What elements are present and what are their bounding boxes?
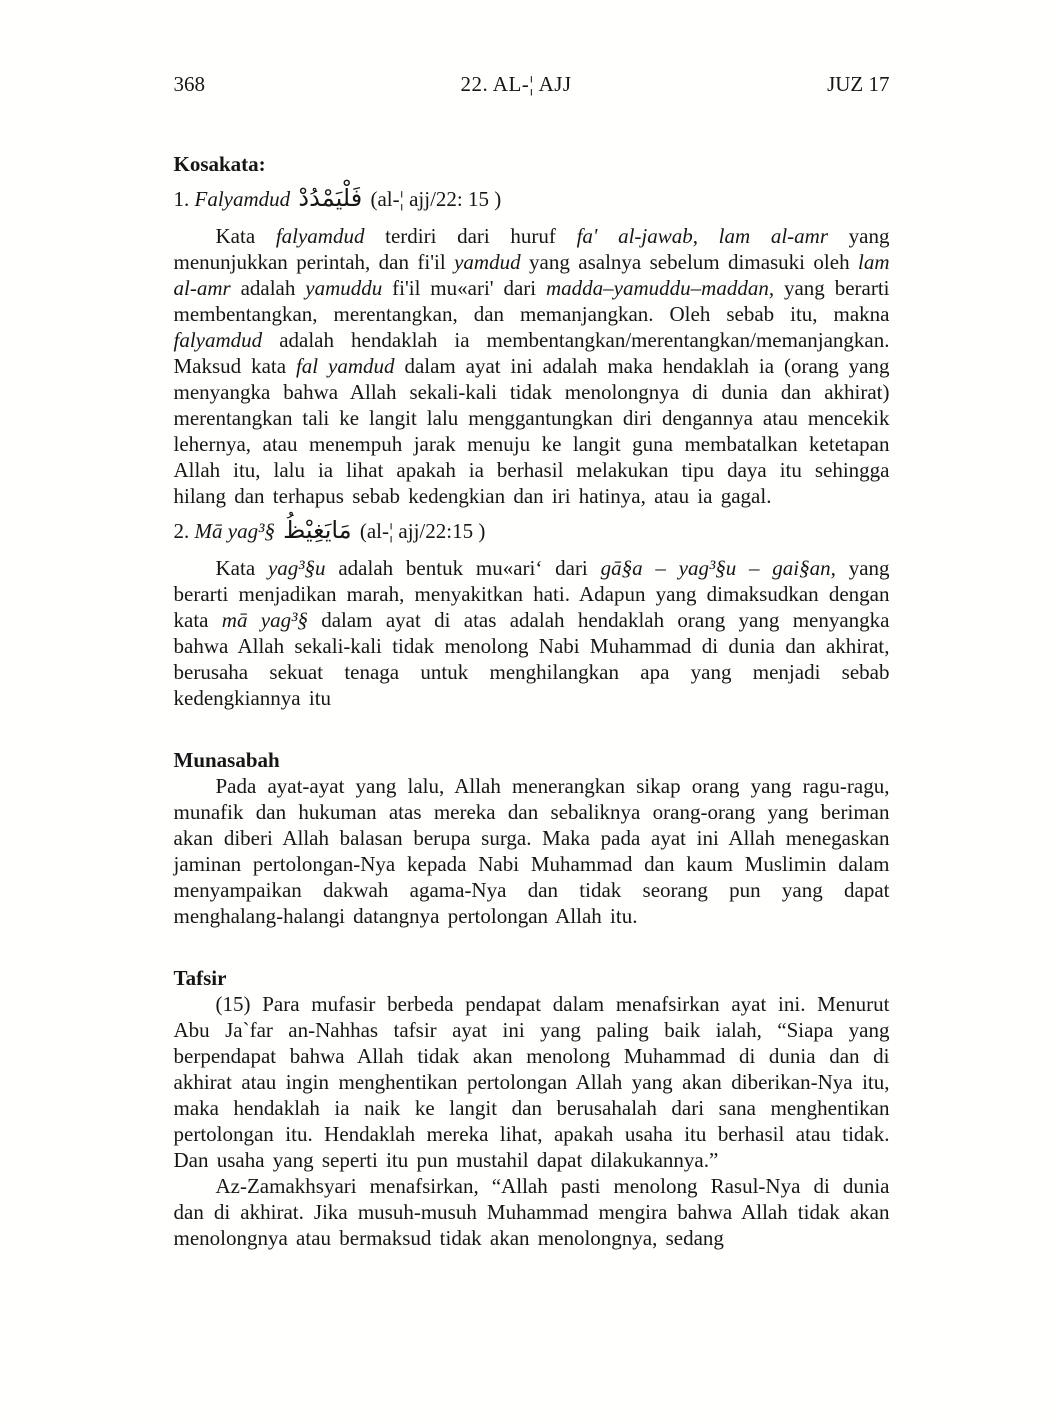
tafsir-paragraph-2: Az-Zamakhsyari menafsirkan, “Allah pasti menolong Rasul-Nya di dunia dan di akhirat. Jika musuh-musuh Muhammad mengira bahwa Allah tidak akan menolongnya atau bermaksud tidak akan menolongnya, sedang [173, 1174, 890, 1250]
kosakata-item-1-paragraph: Kata falyamdud terdiri dari huruf fa' al-jawab, lam al-amr yang menunjukkan perintah, dan fi'il yamdud yang asalnya sebelum dimasuki oleh lam al-amr adalah yamuddu fi'il mu«ari' dari madda–yamuddu–maddan, yang berarti membentangkan, merentangkan, dan memanjangkan. Oleh sebab itu, makna falyamdud adalah hendaklah ia membentangkan/merentangkan/memanjangkan. Maksud kata fal yamdud dalam ayat ini adalah maka hendaklah ia (orang yang menyangka bahwa Allah sekali-kali tidak menolongnya di dunia dan akhirat) merentangkan tali ke langit lalu menggantungkan diri dengannya atau mencekik lehernya, atau menempuh jarak menuju ke langit guna membatalkan ketetapan Allah itu, lalu ia lihat apakah ia berhasil melakukan tipu daya itu sehingga hilang dan terhapus sebab kedengkian dan iri hatinya, atau ia gagal. [173, 224, 890, 508]
tafsir-paragraph-1: (15) Para mufasir berbeda pendapat dalam menafsirkan ayat ini. Menurut Abu Ja`far an-Nahhas tafsir ayat ini yang paling baik ialah, “Siapa yang berpendapat bahwa Allah tidak akan menolong Muhammad di dunia dan di akhirat atau ingin menghentikan pertolongan Allah yang akan diberikan-Nya itu, maka hendaklah ia naik ke langit dan berusahalah dari sana menghentikan pertolongan itu. Hendaklah mereka lihat, apakah usaha itu berhasil atau tidak. Dan usaha yang seperti itu pun mustahil dapat dilakukannya.” [173, 992, 890, 1172]
section-tafsir [174, 965, 890, 1251]
page-number: 368 [173, 72, 205, 96]
page-content [174, 0, 890, 1251]
section-munasabah [174, 747, 890, 929]
kosakata-item-2-label: 2. Mā yag³§ مَايَغِيْظُ (al-¦ ajj/22:15 ) [173, 516, 486, 544]
kosakata-item-1-label: 1. Falyamdud فَلْيَمْدُدْ (al-¦ ajj/22: 15 ) [173, 184, 502, 212]
chapter-title: 22. AL-¦ AJJ [460, 72, 572, 96]
kosakata-item-2-paragraph: Kata yag³§u adalah bentuk mu«ari‘ dari gā§a – yag³§u – gai§an, yang berarti menjadikan marah, menyakitkan hati. Adapun yang dimaksudkan dengan kata mā yag³§ dalam ayat di atas adalah hendaklah orang yang menyangka bahwa Allah sekali-kali tidak menolong Nabi Muhammad di dunia dan akhirat, berusaha sekuat tenaga untuk menghilangkan apa yang menjadi sebab kedengkiannya itu [173, 556, 890, 710]
juz-label: JUZ 17 [827, 72, 890, 96]
tafsir-heading: Tafsir [173, 966, 227, 990]
munasabah-heading: Munasabah [173, 748, 280, 772]
page-header [174, 72, 890, 97]
munasabah-paragraph: Pada ayat-ayat yang lalu, Allah menerangkan sikap orang yang ragu-ragu, munafik dan hukuman atas mereka dan sebaliknya orang-orang yang beriman akan diberi Allah balasan berupa surga. Maka pada ayat ini Allah menegaskan jaminan pertolongan-Nya kepada Nabi Muhammad dan kaum Muslimin dalam menyampaikan dakwah agama-Nya dan tidak seorang pun yang dapat menghalang-halangi datangnya pertolongan Allah itu. [173, 774, 890, 928]
section-kosakata [174, 151, 890, 711]
kosakata-heading: Kosakata: [173, 152, 266, 176]
